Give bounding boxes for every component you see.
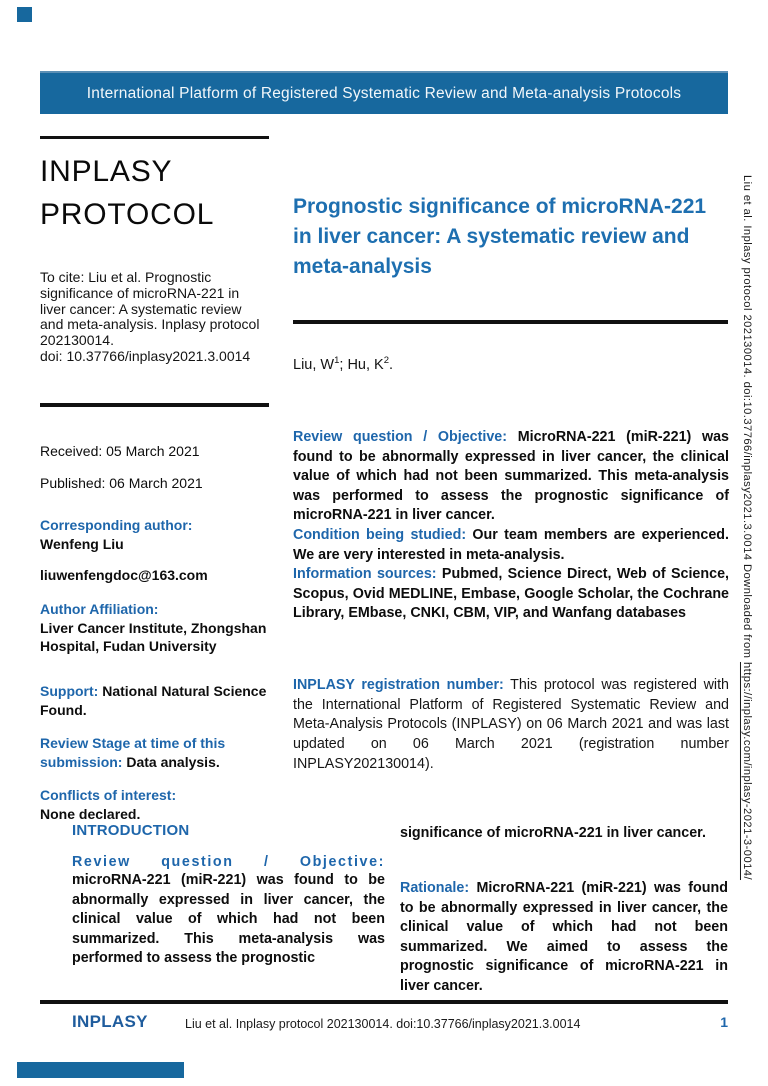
condition-label: Condition being studied: [293,526,467,543]
intro-continued-text: significance of microRNA-221 in liver cancer. [400,825,706,841]
divider-rule [40,136,269,139]
page-number: 1 [720,1014,728,1030]
conflicts-label: Conflicts of interest: [40,787,177,803]
condition-text: Our team members are experienced. We are very interested in meta-analysis. [293,526,729,563]
divider-rule [40,403,269,407]
introduction-heading: INTRODUCTION [72,822,190,839]
sidebar-download-link[interactable]: https://inplasy.com/inplasy-2021-3-0014/ [741,661,753,881]
corresponding-author-block [40,516,270,553]
affiliation-block [40,600,270,656]
intro-review-question-text: microRNA-221 (miR-221) was found to be abnormally expressed in liver cancer, the clinical value of which had not been summarized. This meta-analysis was performed to assess the prognostic [72,872,385,967]
rationale-label: Rationale: [400,880,470,896]
para-sources [293,565,729,624]
review-question-text: MicroRNA-221 (miR-221) was found to be abnormally expressed in liver cancer, the clinical value of which had not been summarized. This meta-analysis was performed to assess the prognostic significance of microRNA-221 in liver cancer. [293,429,729,524]
corresponding-author-name: Wenfeng Liu [40,535,124,552]
sidebar-vertical-text [741,175,753,1015]
journal-banner [40,71,728,114]
author-2: ; Hu, K [339,356,384,373]
received-date: Received: 05 March 2021 [40,443,200,459]
registration-text: This protocol was registered with the International Platform of Registered Systematic Review and Meta-Analysis Protocols (INPLASY) on 06 March 2021 and was last updated on 06 March 2021 (registration number INPLASY202130014). [293,677,730,772]
authors-line [293,355,728,373]
introduction-column-left [72,854,385,969]
article-title: Prognostic significance of microRNA-221 in liver cancer: A systematic review and meta-analysis [293,195,707,278]
author-2-sup: 2 [383,354,390,366]
conflicts-block [40,786,270,823]
rationale-text: MicroRNA-221 (miR-221) was found to be abnormally expressed in liver cancer, the clinical value of which had not been summarized. We aimed to assess the prognostic significance of microRNA-221 in liver cancer. [400,880,728,994]
support-label: Support: [40,683,99,699]
corresponding-author-label: Corresponding author: [40,517,193,533]
intro-review-question-label: Review question / Objective: [72,854,385,870]
review-stage-value: Data analysis. [122,753,220,770]
para-rationale [400,879,728,997]
published-date: Published: 06 March 2021 [40,475,203,491]
author-1: Liu, W [293,356,335,373]
cite-doi: doi: 10.37766/inplasy2021.3.0014 [40,347,251,364]
para-condition [293,526,729,565]
masthead-title [40,150,280,236]
masthead-line2: PROTOCOL [40,198,215,231]
para-review-question [293,428,729,526]
review-stage-label: Review Stage at time of this submission: [40,735,226,770]
conflicts-value: None declared. [40,805,141,822]
footer-bar-mark [17,1062,184,1078]
support-value: National Natural Science Found. [40,683,267,718]
divider-rule [40,1000,728,1004]
abstract-block [293,428,729,624]
sources-text: Pubmed, Science Direct, Web of Science, Scopus, Ovid MEDLINE, Embase, Google Scholar, the Cochrane Library, EMbase, CNKI, CBM, VIP, and Wanfang databases [293,566,729,622]
divider-rule [293,320,728,324]
authors-end: . [389,356,394,373]
masthead-line1: INPLASY [40,155,173,188]
sources-label: Information sources: [293,566,437,583]
journal-banner-text: International Platform of Registered Systematic Review and Meta-analysis Protocols [86,84,682,102]
footer-citation: Liu et al. Inplasy protocol 202130014. doi:10.37766/inplasy2021.3.0014 [185,1017,581,1031]
corner-mark [17,7,32,22]
author-1-sup: 1 [334,354,340,366]
cite-note [40,270,261,365]
affiliation-value: Liver Cancer Institute, Zhongshan Hospital, Fudan University [40,619,267,654]
author-email: liuwenfengdoc@163.com [40,567,208,583]
registration-label: INPLASY registration number: [293,677,504,694]
review-question-label: Review question / Objective: [293,429,508,445]
review-stage-note [40,734,270,771]
support-note [40,682,270,719]
sidebar-citation-text: Liu et al. Inplasy protocol 202130014. doi:10.37766/inplasy2021.3.0014 Downloaded from [741,175,753,662]
cite-text: To cite: Liu et al. Prognostic significance of microRNA-221 in liver cancer: A systematic review and meta-analysis. Inplasy protocol 202130014. [40,269,260,349]
para-registration [293,676,729,774]
affiliation-label: Author Affiliation: [40,601,159,617]
footer-brand: INPLASY [72,1012,148,1031]
